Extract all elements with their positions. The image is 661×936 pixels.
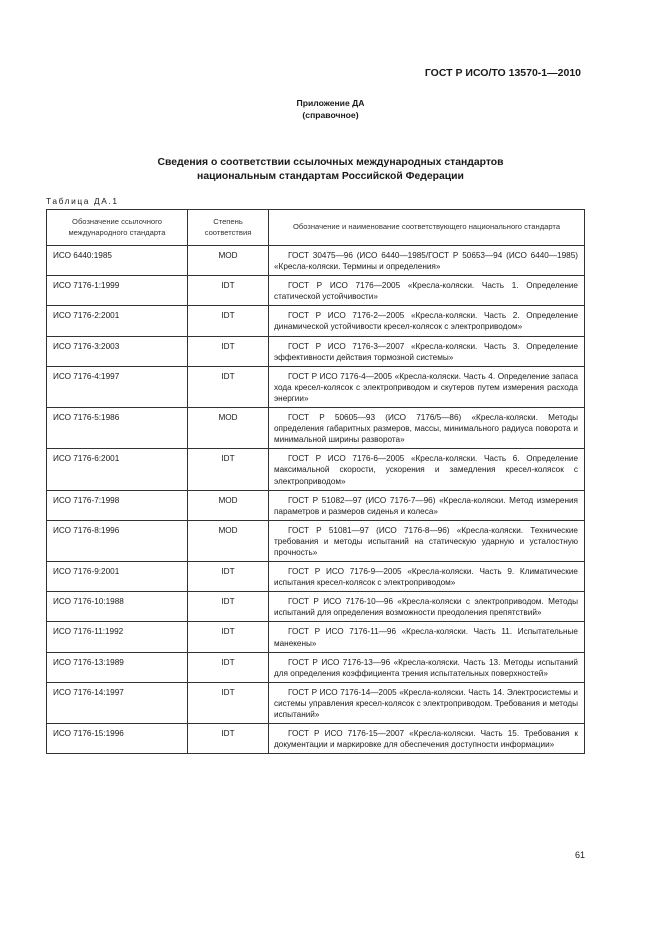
- degree-cell: IDT: [188, 652, 269, 682]
- table-row: [47, 408, 585, 449]
- degree-cell: IDT: [188, 724, 269, 754]
- national-standard-cell: ГОСТ Р ИСО 7176-3—2007 «Кресла-коляски. Часть 3. Определение эффективности действия тормозной системы»: [269, 336, 585, 366]
- appendix-title: Приложение ДА: [296, 98, 365, 108]
- table-row: [47, 520, 585, 561]
- degree-cell: IDT: [188, 276, 269, 306]
- section-title-line-2: национальным стандартам Российской Федерации: [197, 171, 464, 182]
- degree-cell: MOD: [188, 246, 269, 276]
- reference-standard-cell: ИСО 6440:1985: [47, 246, 188, 276]
- reference-standard-cell: ИСО 7176-9:2001: [47, 562, 188, 592]
- appendix-heading: [0, 97, 661, 121]
- national-standard-cell: ГОСТ Р 51081—97 (ИСО 7176-8—96) «Кресла-коляски. Технические требования и методы испытаний на статическую ударную и усталостную прочность»: [269, 520, 585, 561]
- national-standard-cell: ГОСТ Р ИСО 7176-6—2005 «Кресла-коляски. Часть 6. Определение максимальной скорости, ускорения и замедления кресел-колясок с электроприводом»: [269, 449, 585, 490]
- degree-cell: IDT: [188, 306, 269, 336]
- reference-standard-cell: ИСО 7176-5:1986: [47, 408, 188, 449]
- national-standard-cell: ГОСТ Р ИСО 7176-9—2005 «Кресла-коляски. Часть 9. Климатические испытания кресел-колясок с электроприводом»: [269, 562, 585, 592]
- table-row: [47, 336, 585, 366]
- document-header: ГОСТ Р ИСО/ТО 13570-1—2010: [424, 67, 581, 79]
- national-standard-cell: ГОСТ Р ИСО 7176-14—2005 «Кресла-коляски. Часть 14. Электросистемы и системы управления кресел-колясок с электроприводом. Требования и методы испытаний»: [269, 682, 585, 723]
- reference-standard-cell: ИСО 7176-2:2001: [47, 306, 188, 336]
- header-national-standard: Обозначение и наименование соответствующего национального стандарта: [269, 210, 585, 246]
- table-row: [47, 682, 585, 723]
- national-standard-cell: ГОСТ Р 51082—97 (ИСО 7176-7—96) «Кресла-коляски. Метод измерения параметров и размеров сиденья и колеса»: [269, 490, 585, 520]
- reference-standard-cell: ИСО 7176-4:1997: [47, 366, 188, 407]
- reference-standard-cell: ИСО 7176-1:1999: [47, 276, 188, 306]
- section-title-line-1: Сведения о соответствии ссылочных международных стандартов: [157, 157, 504, 168]
- national-standard-cell: ГОСТ Р ИСО 7176—2005 «Кресла-коляски. Часть 1. Определение статической устойчивости»: [269, 276, 585, 306]
- degree-cell: IDT: [188, 562, 269, 592]
- reference-standard-cell: ИСО 7176-6:2001: [47, 449, 188, 490]
- table-row: [47, 652, 585, 682]
- table-row: [47, 276, 585, 306]
- degree-cell: IDT: [188, 682, 269, 723]
- degree-cell: IDT: [188, 336, 269, 366]
- correspondence-table: [46, 209, 585, 754]
- degree-cell: IDT: [188, 366, 269, 407]
- degree-cell: MOD: [188, 520, 269, 561]
- reference-standard-cell: ИСО 7176-10:1988: [47, 592, 188, 622]
- table-row: [47, 449, 585, 490]
- reference-standard-cell: ИСО 7176-8:1996: [47, 520, 188, 561]
- table-row: [47, 490, 585, 520]
- national-standard-cell: ГОСТ Р ИСО 7176-13—96 «Кресла-коляски. Часть 13. Методы испытаний для определения коэффициента трения испытательных поверхностей»: [269, 652, 585, 682]
- degree-cell: MOD: [188, 408, 269, 449]
- header-reference-standard: Обозначение ссылочного международного стандарта: [47, 210, 188, 246]
- national-standard-cell: ГОСТ Р ИСО 7176-15—2007 «Кресла-коляски. Часть 15. Требования к документации и маркировке для обеспечения доступности информации»: [269, 724, 585, 754]
- table-row: [47, 592, 585, 622]
- table-header-row: [47, 210, 585, 246]
- national-standard-cell: ГОСТ Р ИСО 7176-4—2005 «Кресла-коляски. Часть 4. Определение запаса хода кресел-колясок с электроприводом и скутеров путем измерения расхода энергии»: [269, 366, 585, 407]
- reference-standard-cell: ИСО 7176-13:1989: [47, 652, 188, 682]
- reference-standard-cell: ИСО 7176-11:1992: [47, 622, 188, 652]
- degree-cell: IDT: [188, 449, 269, 490]
- appendix-subtitle: (справочное): [302, 110, 359, 120]
- degree-cell: IDT: [188, 622, 269, 652]
- reference-standard-cell: ИСО 7176-3:2003: [47, 336, 188, 366]
- table-row: [47, 246, 585, 276]
- national-standard-cell: ГОСТ Р ИСО 7176-2—2005 «Кресла-коляски. Часть 2. Определение динамической устойчивости кресел-колясок с электроприводом»: [269, 306, 585, 336]
- table-row: [47, 622, 585, 652]
- table-label: Таблица ДА.1: [46, 196, 119, 206]
- header-degree: Степень соответствия: [188, 210, 269, 246]
- degree-cell: IDT: [188, 592, 269, 622]
- reference-standard-cell: ИСО 7176-14:1997: [47, 682, 188, 723]
- national-standard-cell: ГОСТ 30475—96 (ИСО 6440—1985/ГОСТ Р 50653—94 (ИСО 6440—1985) «Кресла-коляски. Термины и определения»: [269, 246, 585, 276]
- reference-standard-cell: ИСО 7176-15:1996: [47, 724, 188, 754]
- table-row: [47, 366, 585, 407]
- table-row: [47, 306, 585, 336]
- table-row: [47, 724, 585, 754]
- national-standard-cell: ГОСТ Р ИСО 7176-11—96 «Кресла-коляски. Часть 11. Испытательные манекены»: [269, 622, 585, 652]
- national-standard-cell: ГОСТ Р ИСО 7176-10—96 «Кресла-коляски с электроприводом. Методы испытаний для определения возможности преодоления препятствий»: [269, 592, 585, 622]
- section-title: [0, 156, 661, 184]
- page-number: 61: [574, 850, 585, 860]
- degree-cell: MOD: [188, 490, 269, 520]
- reference-standard-cell: ИСО 7176-7:1998: [47, 490, 188, 520]
- national-standard-cell: ГОСТ Р 50605—93 (ИСО 7176/5—86) «Кресла-коляски. Методы определения габаритных размеров, массы, минимального радиуса поворота и минимальной ширины разворота»: [269, 408, 585, 449]
- table-row: [47, 562, 585, 592]
